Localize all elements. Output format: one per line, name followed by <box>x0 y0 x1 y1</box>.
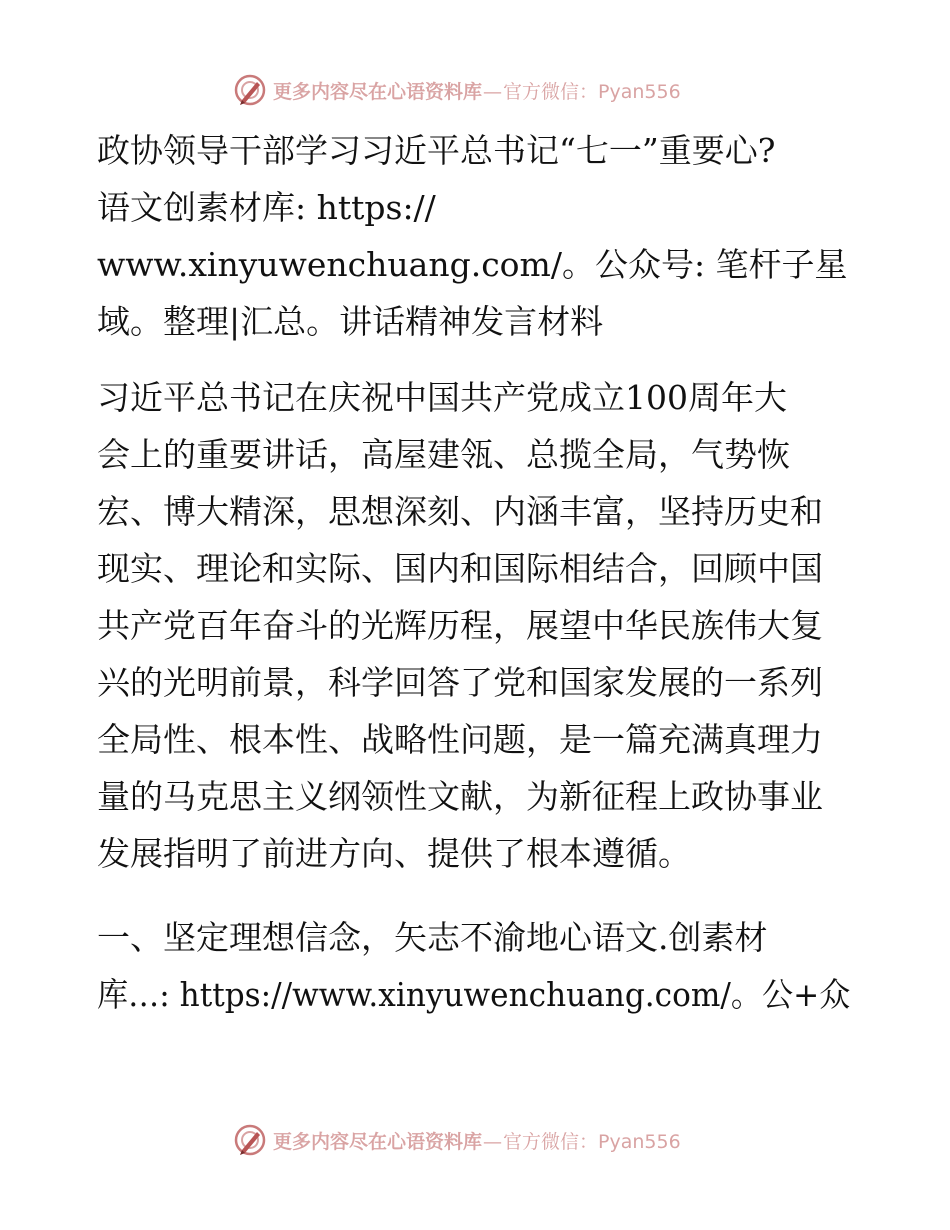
header-watermark-banner <box>233 72 681 108</box>
pen-logo-icon <box>233 73 267 107</box>
banner-wechat-text <box>482 77 681 104</box>
banner-colon: ： <box>579 1130 599 1153</box>
paragraph1-line-2: 会上的重要讲话，高屋建瓴、总揽全局，气势恢 <box>97 435 790 474</box>
banner-colon: ： <box>579 80 599 103</box>
paragraph1-line-1: 习近平总书记在庆祝中国共产党成立100周年大 <box>97 378 787 417</box>
banner-dash: — <box>483 80 503 103</box>
paragraph1-line-8: 量的马克思主义纲领性文献，为新征程上政协事业 <box>97 777 823 816</box>
title-line-4: 域。整理|汇总。讲话精神发言材料 <box>97 302 604 341</box>
section1-line-2: 库…: https://www.xinyuwenchuang.com/。公+众 <box>97 975 851 1014</box>
banner-wechat-label: 官方微信 <box>503 80 580 103</box>
paragraph1-line-6: 兴的光明前景，科学回答了党和国家发展的一系列 <box>97 663 823 702</box>
title-line-3: www.xinyuwenchuang.com/。公众号: 笔杆子星 <box>97 245 848 284</box>
title-line-2: 语文创素材库: https:// <box>97 188 436 227</box>
paragraph1-line-4: 现实、理论和实际、国内和国际相结合，回顾中国 <box>97 549 823 588</box>
footer-watermark-banner <box>233 1122 681 1158</box>
banner-wechat-label: 官方微信 <box>503 1130 580 1153</box>
banner-dash: — <box>483 1130 503 1153</box>
banner-site-text: 更多内容尽在心语资料库 <box>273 1130 483 1153</box>
paragraph1-line-7: 全局性、根本性、战略性问题，是一篇充满真理力 <box>97 720 823 759</box>
paragraph1-line-3: 宏、博大精深，思想深刻、内涵丰富，坚持历史和 <box>97 492 823 531</box>
paragraph1-line-5: 共产党百年奋斗的光辉历程，展望中华民族伟大复 <box>97 606 823 645</box>
paragraph1-line-9: 发展指明了前进方向、提供了根本遵循。 <box>97 834 691 873</box>
pen-logo-icon <box>233 1123 267 1157</box>
banner-wechat-id: Pyan556 <box>598 1130 681 1153</box>
section1-line-1: 一、坚定理想信念，矢志不渝地心语文.创素材 <box>97 918 768 957</box>
banner-wechat-id: Pyan556 <box>598 80 681 103</box>
banner-wechat-text <box>482 1127 681 1154</box>
banner-site-text: 更多内容尽在心语资料库 <box>273 80 483 103</box>
title-line-1: 政协领导干部学习习近平总书记“七一”重要心? <box>97 131 776 170</box>
